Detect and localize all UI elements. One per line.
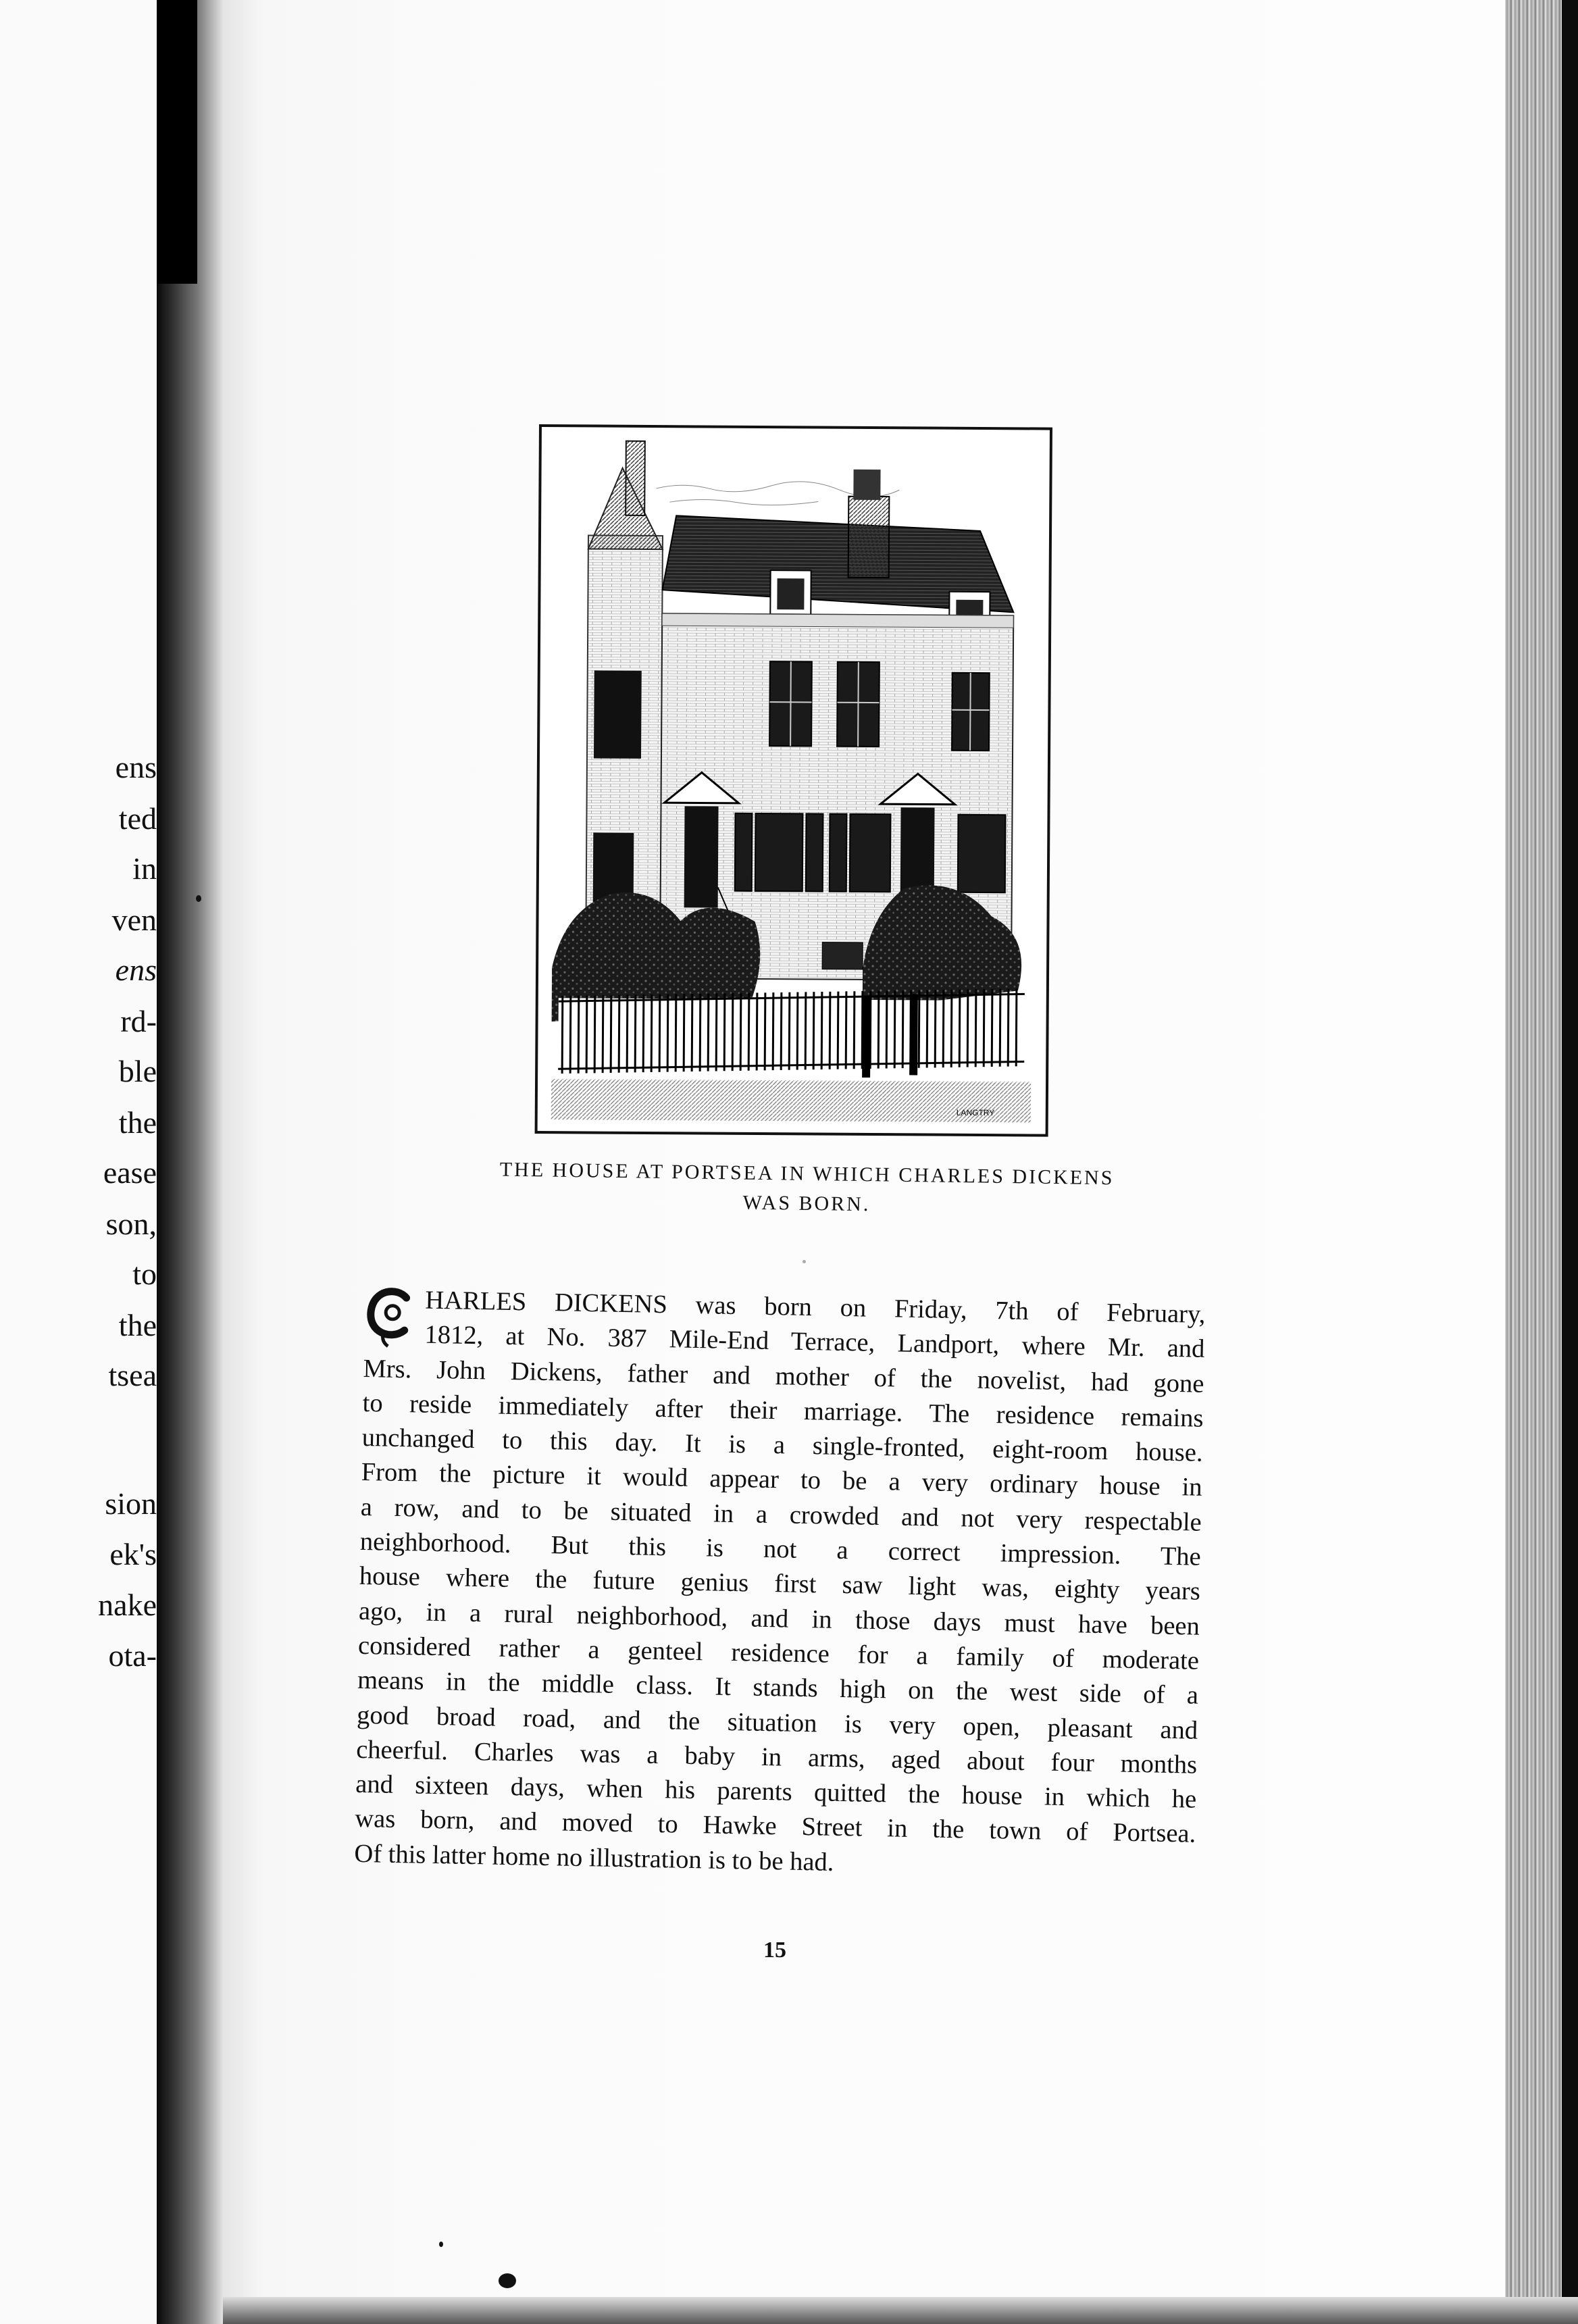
- fence-picket: [1008, 989, 1009, 1067]
- fence-picket: [651, 994, 652, 1072]
- previous-page-fragment: ek's: [109, 1537, 157, 1571]
- scan-speck: [439, 2242, 443, 2247]
- body-line: 1812, at No. 387 Mile-End Terrace, Landport, where Mr. and: [424, 1320, 1205, 1364]
- previous-page-fragment: ens: [115, 953, 157, 987]
- fence-picket: [594, 995, 595, 1073]
- previous-page-fragment: son,: [105, 1207, 157, 1241]
- artist-signature: LANGTRY: [956, 1107, 995, 1118]
- previous-page-fragment: to: [132, 1257, 157, 1291]
- caption-line-2: WAS BORN.: [742, 1191, 871, 1216]
- fence-picket: [643, 994, 644, 1072]
- body-line: HARLES DICKENS was born on Friday, 7th of February,: [425, 1286, 1206, 1329]
- fence-picket: [570, 996, 571, 1073]
- previous-page-strip: [0, 0, 157, 2324]
- body-line: a row, and to be situated in a crowded and not very respectable: [360, 1492, 1202, 1537]
- scan-speck: [196, 895, 201, 902]
- body-line: From the picture it would appear to be a very ordinary house in: [361, 1458, 1203, 1502]
- previous-page-fragment: ota-: [108, 1638, 157, 1673]
- book-gutter-shadow: [157, 0, 224, 2324]
- fence-picket: [708, 994, 709, 1071]
- fence-picket: [667, 994, 668, 1072]
- body-paragraph: [354, 1282, 1206, 1887]
- fence-picket: [854, 991, 855, 1069]
- previous-page-fragment: the: [118, 1308, 157, 1342]
- fence-picket: [732, 993, 733, 1071]
- fence-picket: [586, 996, 587, 1073]
- page-number: 15: [763, 1938, 786, 1963]
- scan-border-bottom: [223, 2297, 1578, 2324]
- body-line: cheerful. Charles was a baby in arms, aged about four months: [355, 1735, 1198, 1779]
- fence-picket: [627, 995, 628, 1073]
- fence-picket: [716, 993, 717, 1071]
- fence-picket: [935, 990, 936, 1067]
- body-line: unchanged to this day. It is a single-fronted, eight-room house.: [361, 1423, 1203, 1467]
- caption-line-1: THE HOUSE AT PORTSEA IN WHICH CHARLES DICKENS: [499, 1158, 1115, 1190]
- fence-picket: [951, 990, 952, 1067]
- previous-page-fragment: tsea: [108, 1358, 157, 1392]
- body-line: means in the middle class. It stands high on the west side of a: [357, 1666, 1199, 1710]
- fence-picket: [886, 990, 887, 1068]
- previous-page-fragment: in: [132, 851, 157, 886]
- previous-page-fragment: nake: [98, 1588, 157, 1622]
- previous-page-fragment: sion: [105, 1486, 157, 1521]
- fence-picket: [894, 990, 895, 1068]
- fence-picket: [562, 996, 563, 1073]
- scan-speck: [803, 1260, 806, 1263]
- scan-speck: [499, 2273, 516, 2288]
- house-engraving: [538, 427, 1050, 1134]
- body-line: good broad road, and the situation is very open, pleasant and: [356, 1700, 1198, 1745]
- previous-page-fragment: ens: [115, 750, 157, 784]
- gutter-dark-top: [157, 0, 197, 284]
- fence-picket: [813, 992, 814, 1069]
- scan-border-right: [1562, 0, 1578, 2324]
- fence-picket: [789, 992, 790, 1070]
- body-lines: [354, 1282, 1206, 1887]
- illustration-caption: [425, 1154, 1189, 1224]
- fence-picket: [967, 990, 968, 1067]
- fence-picket: [805, 992, 806, 1069]
- body-line: Mrs. John Dickens, father and mother of the novelist, had gone: [363, 1354, 1204, 1398]
- fence-picket: [878, 991, 879, 1069]
- fence-picket: [635, 994, 636, 1072]
- body-line: ago, in a rural neighborhood, and in those days must have been: [358, 1596, 1200, 1641]
- body-line: house where the future genius first saw light was, eighty years: [359, 1562, 1201, 1607]
- body-line: considered rather a genteel residence for a family of moderate: [357, 1631, 1200, 1675]
- fence-picket: [1016, 988, 1017, 1066]
- previous-page-fragment: ven: [111, 903, 157, 937]
- body-line: Of this latter home no illustration is to be had.: [354, 1839, 834, 1877]
- body-line: was born, and moved to Hawke Street in the town of Portsea.: [355, 1804, 1196, 1849]
- previous-page-fragment: ease: [103, 1155, 157, 1190]
- previous-page-fragment: ted: [118, 801, 157, 836]
- fence-picket: [975, 989, 976, 1067]
- fence-picket: [943, 990, 944, 1067]
- previous-page-fragment: ble: [118, 1054, 157, 1088]
- fence-picket: [659, 994, 660, 1072]
- fence-picket: [902, 990, 903, 1068]
- fence-picket: [740, 993, 741, 1071]
- fence-picket: [724, 993, 725, 1071]
- body-line: neighborhood. But this is not a correct impression. The: [359, 1527, 1202, 1571]
- body-line: and sixteen days, when his parents quitted the house in which he: [355, 1770, 1197, 1814]
- body-line: to reside immediately after their marriage. The residence remains: [362, 1388, 1204, 1433]
- drop-cap-c-icon: [363, 1282, 420, 1348]
- previous-page-fragment: rd-: [120, 1004, 157, 1038]
- fence-picket: [959, 990, 960, 1067]
- fence-picket: [797, 992, 798, 1070]
- previous-page-fragment: the: [118, 1105, 157, 1140]
- fence-picket: [821, 992, 822, 1069]
- fence-picket: [781, 992, 782, 1070]
- fence-picket: [578, 996, 579, 1073]
- fence-picket: [748, 993, 749, 1071]
- house-engraving-illustration: [535, 424, 1052, 1137]
- fence-picket: [700, 994, 701, 1071]
